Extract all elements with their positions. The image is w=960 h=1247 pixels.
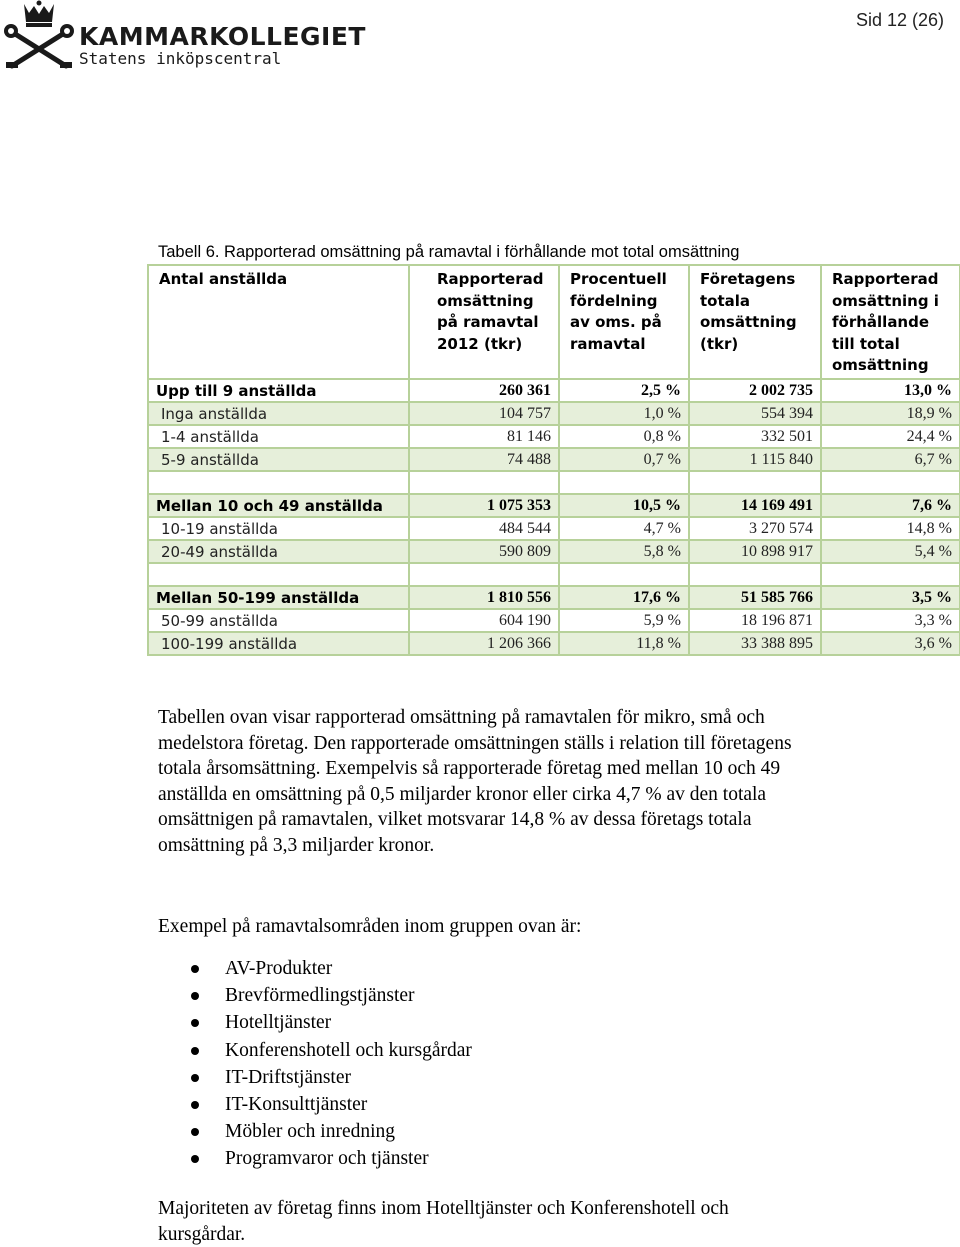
- empty-cell: [148, 563, 409, 586]
- ratio-cell: 18,9 %: [821, 402, 960, 425]
- table-row: [148, 517, 960, 540]
- share-cell: 5,9 %: [559, 609, 689, 632]
- row-label: Inga anställda: [148, 402, 409, 425]
- reported-turnover-cell: 260 361: [409, 379, 559, 402]
- bullet-icon: [191, 1128, 199, 1136]
- list-item-label: AV-Produkter: [225, 958, 333, 979]
- reported-turnover-cell: 1 810 556: [409, 586, 559, 609]
- list-item-label: IT-Driftstjänster: [225, 1066, 351, 1088]
- header-percent-share: Procentuell fördelning av oms. på ramavtal: [559, 265, 689, 379]
- crown-crossed-keys-icon: [2, 0, 76, 72]
- total-turnover-cell: 332 501: [689, 425, 821, 448]
- page-number: Sid 12 (26): [855, 10, 944, 30]
- reported-turnover-cell: 81 146: [409, 425, 559, 448]
- share-cell: 1,0 %: [559, 402, 689, 425]
- empty-cell: [689, 563, 821, 586]
- reported-turnover-cell: 74 488: [409, 448, 559, 471]
- list-item: [158, 1145, 472, 1172]
- empty-cell: [821, 563, 960, 586]
- kammarkollegiet-logo: [0, 0, 366, 75]
- spacer-row: [148, 563, 960, 586]
- table-row: [148, 632, 960, 655]
- ratio-cell: 13,0 %: [821, 379, 960, 402]
- spacer-row: [148, 471, 960, 494]
- reported-turnover-cell: 104 757: [409, 402, 559, 425]
- reported-turnover-cell: 1 206 366: [409, 632, 559, 655]
- ratio-cell: 5,4 %: [821, 540, 960, 563]
- body-paragraph: Tabellen ovan visar rapporterad omsättning på ramavtalen för mikro, små och medelstora företag. Den rapporterade omsättningen ställs i relation till företagens totala årsomsättning. Exempelvis så rapporterade företag med mellan 10 och 49 anställda en omsättning på 0,5 miljarder kronor eller cirka 4,7 % av den totala omsättnigen på ramavtalen, vilket motsvarar 14,8 % av dessa företags totala omsättning på 3,3 miljarder kronor.: [158, 707, 792, 856]
- ratio-cell: 14,8 %: [821, 517, 960, 540]
- table-caption: Tabell 6. Rapporterad omsättning på ramavtal i förhållande mot total omsättning: [158, 243, 740, 261]
- total-turnover-cell: 51 585 766: [689, 586, 821, 609]
- row-label: 50-99 anställda: [148, 609, 409, 632]
- bullet-icon: [191, 1101, 199, 1109]
- list-item-label: Möbler och inredning: [225, 1121, 396, 1143]
- reported-turnover-cell: 604 190: [409, 609, 559, 632]
- table-header-row: [148, 265, 960, 379]
- reported-turnover-cell: 590 809: [409, 540, 559, 563]
- ratio-cell: 3,3 %: [821, 609, 960, 632]
- share-cell: 10,5 %: [559, 494, 689, 517]
- share-cell: 11,8 %: [559, 632, 689, 655]
- turnover-table: [147, 264, 960, 656]
- list-item-label: Programvaror och tjänster: [225, 1148, 429, 1170]
- share-cell: 17,6 %: [559, 586, 689, 609]
- header-employees: Antal anställda: [148, 265, 409, 379]
- share-cell: 5,8 %: [559, 540, 689, 563]
- bullet-icon: [191, 1047, 199, 1055]
- empty-cell: [821, 471, 960, 494]
- row-label: Mellan 10 och 49 anställda: [148, 494, 409, 517]
- list-item: [158, 982, 472, 1009]
- empty-cell: [148, 471, 409, 494]
- total-turnover-cell: 18 196 871: [689, 609, 821, 632]
- bullet-icon: [191, 992, 199, 1000]
- table-row: [148, 609, 960, 632]
- list-item: [158, 1037, 472, 1064]
- row-label: 20-49 anställda: [148, 540, 409, 563]
- total-turnover-cell: 33 388 895: [689, 632, 821, 655]
- logo-name: KAMMARKOLLEGIET: [79, 22, 366, 51]
- list-item: [158, 1064, 472, 1091]
- row-label: 1-4 anställda: [148, 425, 409, 448]
- group-row: [148, 379, 960, 402]
- header-total-turnover: Företagens totala omsättning (tkr): [689, 265, 821, 379]
- share-cell: 0,8 %: [559, 425, 689, 448]
- reported-turnover-cell: 1 075 353: [409, 494, 559, 517]
- empty-cell: [409, 563, 559, 586]
- list-item: [158, 955, 472, 982]
- bullet-icon: [191, 1074, 199, 1082]
- reported-turnover-cell: 484 544: [409, 517, 559, 540]
- ratio-cell: 3,5 %: [821, 586, 960, 609]
- table-row: [148, 540, 960, 563]
- group-row: [148, 586, 960, 609]
- list-item-label: Hotelltjänster: [225, 1012, 332, 1034]
- ratio-cell: 6,7 %: [821, 448, 960, 471]
- header-ratio: Rapporterad omsättning i förhållande till total omsättning: [821, 265, 960, 379]
- header-reported-turnover: Rapporterad omsättning på ramavtal 2012 (tkr): [409, 265, 559, 379]
- share-cell: 2,5 %: [559, 379, 689, 402]
- list-item-label: Brevförmedlingstjänster: [225, 985, 415, 1007]
- total-turnover-cell: 3 270 574: [689, 517, 821, 540]
- total-turnover-cell: 1 115 840: [689, 448, 821, 471]
- list-item: [158, 1091, 472, 1118]
- bullet-icon: [191, 1155, 199, 1163]
- closing-paragraph: Majoriteten av företag finns inom Hotelltjänster och Konferenshotell och kursgårdar.: [158, 1198, 729, 1245]
- row-label: 10-19 anställda: [148, 517, 409, 540]
- empty-cell: [559, 563, 689, 586]
- ratio-cell: 3,6 %: [821, 632, 960, 655]
- table-row: [148, 425, 960, 448]
- share-cell: 0,7 %: [559, 448, 689, 471]
- list-item: [158, 1118, 472, 1145]
- logo-subtitle: Statens inköpscentral: [79, 49, 282, 68]
- total-turnover-cell: 554 394: [689, 402, 821, 425]
- empty-cell: [559, 471, 689, 494]
- row-label: 100-199 anställda: [148, 632, 409, 655]
- total-turnover-cell: 10 898 917: [689, 540, 821, 563]
- total-turnover-cell: 14 169 491: [689, 494, 821, 517]
- row-label: Upp till 9 anställda: [148, 379, 409, 402]
- empty-cell: [689, 471, 821, 494]
- group-row: [148, 494, 960, 517]
- total-turnover-cell: 2 002 735: [689, 379, 821, 402]
- list-item-label: Konferenshotell och kursgårdar: [225, 1039, 472, 1061]
- row-label: 5-9 anställda: [148, 448, 409, 471]
- row-label: Mellan 50-199 anställda: [148, 586, 409, 609]
- bullet-icon: [191, 965, 199, 973]
- ratio-cell: 7,6 %: [821, 494, 960, 517]
- share-cell: 4,7 %: [559, 517, 689, 540]
- table-row: [148, 402, 960, 425]
- examples-intro: Exempel på ramavtalsområden inom gruppen ovan är:: [158, 916, 582, 937]
- bullet-icon: [191, 1019, 199, 1027]
- ratio-cell: 24,4 %: [821, 425, 960, 448]
- list-item-label: IT-Konsulttjänster: [225, 1093, 368, 1115]
- table-row: [148, 448, 960, 471]
- examples-list: [158, 955, 472, 1173]
- empty-cell: [409, 471, 559, 494]
- list-item: [158, 1009, 472, 1036]
